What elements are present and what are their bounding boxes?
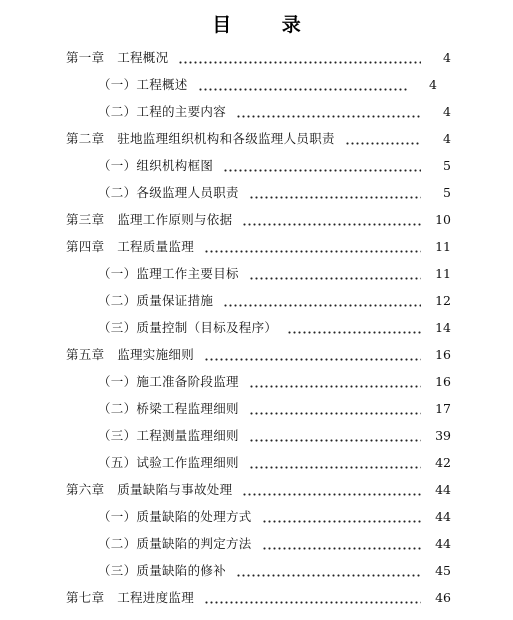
dot-leader [249, 403, 421, 415]
dot-leader [236, 565, 421, 577]
toc-entry-section [0, 530, 513, 557]
toc-entry-page: 44 [435, 481, 451, 497]
toc-entry-page: 44 [435, 508, 451, 524]
toc-entry-section [0, 503, 513, 530]
toc-entry-label: （二）各级监理人员职责 [98, 184, 239, 200]
toc-entry-chapter-2 [0, 125, 513, 152]
toc-entry-page: 4 [429, 76, 437, 92]
toc-entry-label: 第四章 工程质量监理 [66, 238, 195, 254]
toc-entry-label: （三）质量控制（目标及程序） [98, 319, 278, 335]
toc-entry-page: 10 [435, 211, 451, 227]
toc-entry-section [0, 557, 513, 584]
toc-entry-label: （二）桥梁工程监理细则 [98, 400, 239, 416]
toc-entry-label: （一）组织机构框图 [98, 157, 214, 173]
dot-leader [223, 160, 421, 172]
toc-entry-chapter-4 [0, 233, 513, 260]
toc-entry-label: （三）质量缺陷的修补 [98, 562, 227, 578]
toc-entry-label: （一）施工准备阶段监理 [98, 373, 239, 389]
toc-entry-label: （五）试验工作监理细则 [98, 454, 239, 470]
toc-entry-label: （二）工程的主要内容 [98, 103, 227, 119]
toc-entry-chapter-5 [0, 341, 513, 368]
dot-leader [242, 214, 421, 226]
toc-entry-page: 5 [443, 184, 451, 200]
dot-leader [249, 430, 421, 442]
toc-entry-label: （一）监理工作主要目标 [98, 265, 239, 281]
dot-leader [242, 484, 421, 496]
dot-leader [262, 511, 421, 523]
toc-entry-chapter-7 [0, 584, 513, 611]
toc-entry-label: 第七章 工程进度监理 [66, 589, 195, 605]
toc-entry-section [0, 314, 513, 341]
toc-entry-page: 4 [443, 130, 451, 146]
toc-entry-page: 4 [443, 49, 451, 65]
toc-entry-page: 4 [443, 103, 451, 119]
page-title: 目 录 [212, 14, 323, 36]
toc-entry-chapter-1 [0, 44, 513, 71]
toc-entry-section [0, 260, 513, 287]
dot-leader [236, 106, 421, 118]
toc-entry-chapter-6 [0, 476, 513, 503]
toc-entry-label: 第六章 质量缺陷与事故处理 [66, 481, 233, 497]
dot-leader [345, 133, 421, 145]
toc-entry-section [0, 152, 513, 179]
toc-entry-label: （一）工程概述 [98, 76, 188, 92]
dot-leader [223, 295, 421, 307]
toc-entry-section [0, 422, 513, 449]
dot-leader [249, 187, 421, 199]
table-of-contents [0, 44, 513, 611]
toc-entry-section [0, 179, 513, 206]
toc-entry-page: 42 [435, 454, 451, 470]
toc-entry-section [0, 449, 513, 476]
dot-leader [249, 376, 421, 388]
toc-entry-page: 46 [435, 589, 451, 605]
toc-entry-label: （三）工程测量监理细则 [98, 427, 239, 443]
toc-entry-page: 14 [435, 319, 451, 335]
toc-entry-label: （一）质量缺陷的处理方式 [98, 508, 252, 524]
toc-entry-page: 17 [435, 400, 451, 416]
dot-leader [287, 322, 421, 334]
toc-entry-page: 5 [443, 157, 451, 173]
toc-entry-page: 16 [435, 346, 451, 362]
toc-entry-page: 44 [435, 535, 451, 551]
dot-leader [178, 52, 421, 64]
dot-leader [204, 592, 421, 604]
toc-entry-page: 11 [435, 238, 451, 254]
toc-entry-page: 16 [435, 373, 451, 389]
toc-entry-label: （二）质量保证措施 [98, 292, 214, 308]
dot-leader [204, 349, 421, 361]
dot-leader [249, 457, 421, 469]
toc-entry-section [0, 98, 513, 125]
toc-entry-page: 11 [435, 265, 451, 281]
toc-entry-section [0, 368, 513, 395]
toc-entry-label: 第三章 监理工作原则与依据 [66, 211, 233, 227]
dot-leader [204, 241, 421, 253]
toc-entry-section [0, 287, 513, 314]
toc-entry-section [0, 395, 513, 422]
toc-entry-chapter-3 [0, 206, 513, 233]
toc-entry-label: 第五章 监理实施细则 [66, 346, 195, 362]
toc-entry-page: 12 [435, 292, 451, 308]
toc-entry-label: 第一章 工程概况 [66, 49, 169, 65]
dot-leader [262, 538, 421, 550]
toc-entry-page: 45 [435, 562, 451, 578]
toc-entry-section [0, 71, 513, 98]
toc-entry-page: 39 [435, 427, 451, 443]
toc-entry-label: （二）质量缺陷的判定方法 [98, 535, 252, 551]
dot-leader [198, 79, 407, 91]
dot-leader [249, 268, 421, 280]
toc-entry-label: 第二章 驻地监理组织机构和各级监理人员职责 [66, 130, 335, 146]
